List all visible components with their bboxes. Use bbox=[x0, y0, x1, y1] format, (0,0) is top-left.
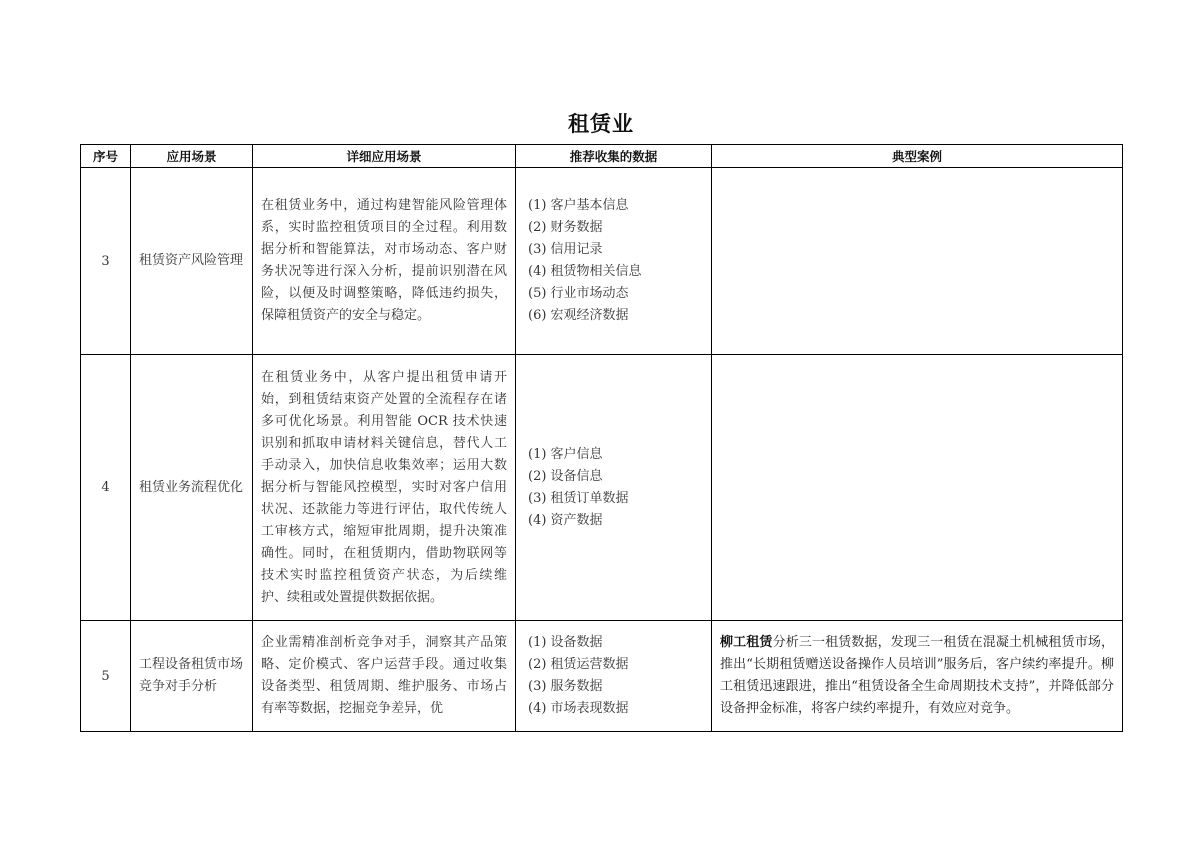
data-cell bbox=[516, 621, 712, 732]
case-cell bbox=[712, 621, 1123, 732]
detail-cell: 在租赁业务中，从客户提出租赁申请开始，到租赁结束资产处置的全流程存在诸多可优化场景。利用智能 OCR 技术快速识别和抓取申请材料关键信息，替代人工手动录入，加快信息收集效率；运用大数据分析与智能风控模型，实时对客户信用状况、还款能力等进行评估，取代传统人工审核方式，缩短审批周期，提升决策准确性。同时，在租赁期内，借助物联网等技术实时监控租赁资产状态，为后续维护、续租或处置提供数据依据。 bbox=[253, 355, 516, 621]
case-cell bbox=[712, 168, 1123, 355]
data-item: (2) 租赁运营数据 bbox=[528, 657, 629, 672]
data-cell bbox=[516, 355, 712, 621]
page-title: 租赁业 bbox=[568, 112, 634, 136]
scene-cell: 租赁资产风险管理 bbox=[131, 168, 253, 355]
case-cell bbox=[712, 355, 1123, 621]
scene-cell: 工程设备租赁市场竞争对手分析 bbox=[131, 621, 253, 732]
data-item: (3) 信用记录 bbox=[528, 242, 603, 257]
data-item: (2) 财务数据 bbox=[528, 220, 603, 235]
row-number: 3 bbox=[81, 168, 131, 355]
header-scene: 应用场景 bbox=[131, 145, 253, 168]
row-number: 4 bbox=[81, 355, 131, 621]
table-row bbox=[81, 621, 1123, 732]
case-text: 分析三一租赁数据，发现三一租赁在混凝土机械租赁市场，推出“长期租赁赠送设备操作人员培训”服务后，客户续约率提升。柳工租赁迅速跟进，推出“租赁设备全生命周期技术支持”，并降低部分设备押金标准，将客户续约率提升，有效应对竞争。 bbox=[720, 635, 1114, 716]
detail-cell: 在租赁业务中，通过构建智能风险管理体系，实时监控租赁项目的全过程。利用数据分析和智能算法，对市场动态、客户财务状况等进行深入分析，提前识别潜在风险，以便及时调整策略，降低违约损失，保障租赁资产的安全与稳定。 bbox=[253, 168, 516, 355]
header-num: 序号 bbox=[81, 145, 131, 168]
header-data: 推荐收集的数据 bbox=[516, 145, 712, 168]
case-company: 柳工租赁 bbox=[720, 635, 773, 650]
detail-text: 企业需精准剖析竞争对手，洞察其产品策略、定价模式、客户运营手段。通过收集设备类型、租赁周期、维护服务、市场占有率等数据，挖掘竞争差异，优 bbox=[261, 635, 507, 716]
data-item: (1) 设备数据 bbox=[528, 635, 603, 650]
table-header-row bbox=[81, 145, 1123, 168]
detail-cell bbox=[253, 621, 516, 732]
leasing-table bbox=[80, 144, 1123, 732]
data-cell bbox=[516, 168, 712, 355]
data-item: (2) 设备信息 bbox=[528, 468, 603, 484]
data-item: (4) 市场表现数据 bbox=[528, 701, 629, 716]
header-case: 典型案例 bbox=[712, 145, 1123, 168]
data-item: (4) 租赁物相关信息 bbox=[528, 264, 642, 279]
data-item: (4) 资产数据 bbox=[528, 512, 603, 528]
data-item: (1) 客户信息 bbox=[528, 446, 603, 462]
table-row bbox=[81, 355, 1123, 621]
data-item: (5) 行业市场动态 bbox=[528, 286, 629, 301]
row-number: 5 bbox=[81, 621, 131, 732]
scene-cell: 租赁业务流程优化 bbox=[131, 355, 253, 621]
header-detail: 详细应用场景 bbox=[253, 145, 516, 168]
data-item: (1) 客户基本信息 bbox=[528, 198, 629, 213]
data-item: (3) 服务数据 bbox=[528, 679, 603, 694]
data-item: (3) 租赁订单数据 bbox=[528, 490, 629, 506]
data-item: (6) 宏观经济数据 bbox=[528, 308, 629, 323]
table-row bbox=[81, 168, 1123, 355]
